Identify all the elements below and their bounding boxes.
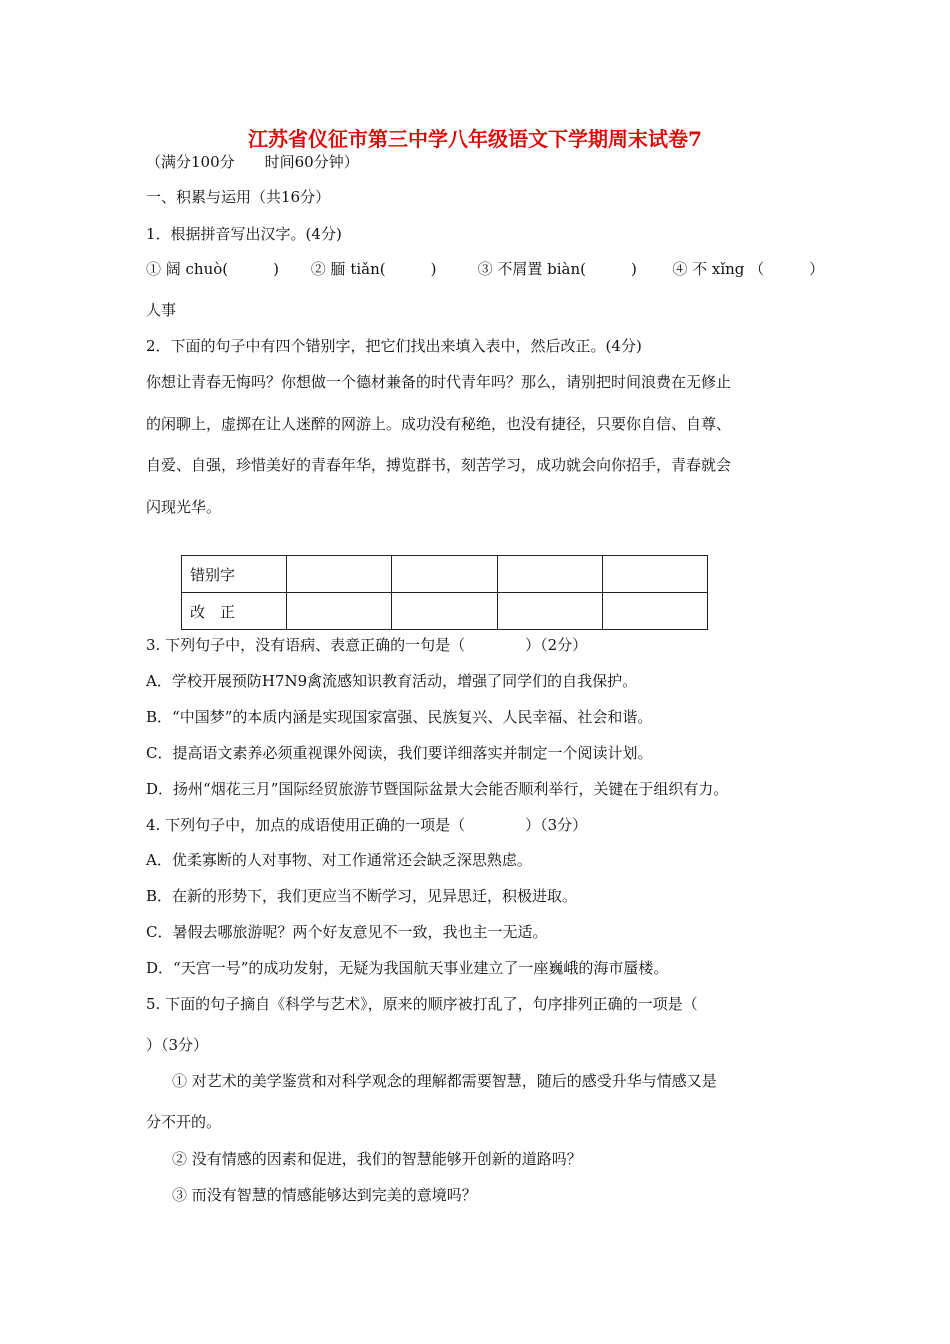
question-1-stem: 1．根据拼音写出汉字。(4分) xyxy=(146,225,342,243)
table-cell[interactable] xyxy=(602,593,707,630)
pinyin-item-1: ① 阔 chuò( ) xyxy=(146,260,279,278)
table-cell[interactable] xyxy=(497,593,602,630)
q4-option-b: B．在新的形势下，我们更应当不断学习，见异思迁，积极进取。 xyxy=(146,887,578,905)
question-1-tail: 人事 xyxy=(146,301,177,319)
question-1-items xyxy=(146,259,824,279)
correction-table xyxy=(181,555,708,630)
q3-option-d: D．扬州“烟花三月”国际经贸旅游节暨国际盆景大会能否顺利举行，关键在于组织有力。 xyxy=(146,780,729,798)
table-header-correct: 改 正 xyxy=(182,593,287,630)
q3-option-c: C．提高语文素养必须重视课外阅读，我们要详细落实并制定一个阅读计划。 xyxy=(146,744,653,762)
table-cell[interactable] xyxy=(392,593,497,630)
table-cell[interactable] xyxy=(497,556,602,593)
question-5-stem-cont: ）（3分） xyxy=(146,1036,209,1054)
table-row xyxy=(182,593,708,630)
passage-line-2: 的闲聊上，虚掷在让人迷醉的网游上。成功没有秘绝，也没有捷径，只要你自信、自尊、 xyxy=(146,415,732,433)
passage-line-3: 自爱、自强，珍惜美好的青春年华，搏览群书，刻苦学习，成功就会向你招手，青春就会 xyxy=(146,456,732,474)
q4-option-a: A．优柔寡断的人对事物、对工作通常还会缺乏深思熟虑。 xyxy=(146,851,532,869)
question-5-stem: 5. 下面的句子摘自《科学与艺术》，原来的顺序被打乱了，句序排列正确的一项是（ xyxy=(146,995,698,1013)
question-3-stem: 3. 下列句子中，没有语病、表意正确的一句是（ ）（2分） xyxy=(146,636,588,654)
table-header-wrong: 错别字 xyxy=(182,556,287,593)
exam-subtitle: （满分100分 时间60分钟） xyxy=(146,153,359,171)
table-cell[interactable] xyxy=(287,556,392,593)
section-heading: 一、积累与运用（共16分） xyxy=(146,188,331,206)
q3-option-a: A．学校开展预防H7N9禽流感知识教育活动，增强了同学们的自我保护。 xyxy=(146,672,638,690)
pinyin-item-3: ③ 不屑置 biàn( ) xyxy=(477,260,637,278)
sentence-3: ③ 而没有智慧的情感能够达到完美的意境吗？ xyxy=(172,1186,477,1204)
passage-line-1: 你想让青春无悔吗？你想做一个德材兼备的时代青年吗？那么，请别把时间浪费在无修止 xyxy=(146,373,732,391)
question-4-stem: 4. 下列句子中，加点的成语使用正确的一项是（ ）（3分） xyxy=(146,816,588,834)
sentence-1-cont: 分不开的。 xyxy=(146,1113,222,1131)
q4-option-c: C．暑假去哪旅游呢？两个好友意见不一致，我也主一无适。 xyxy=(146,923,548,941)
table-row xyxy=(182,556,708,593)
table-cell[interactable] xyxy=(392,556,497,593)
pinyin-item-2: ② 腼 tiǎn( ) xyxy=(310,260,437,278)
q3-option-b: B．“中国梦”的本质内涵是实现国家富强、民族复兴、人民幸福、社会和谐。 xyxy=(146,708,653,726)
table-cell[interactable] xyxy=(287,593,392,630)
page-title: 江苏省仪征市第三中学八年级语文下学期周末试卷7 xyxy=(248,127,702,151)
sentence-2: ② 没有情感的因素和促进，我们的智慧能够开创新的道路吗？ xyxy=(172,1150,582,1168)
table-cell[interactable] xyxy=(602,556,707,593)
sentence-1: ① 对艺术的美学鉴赏和对科学观念的理解都需要智慧，随后的感受升华与情感又是 xyxy=(172,1072,717,1090)
q4-option-d: D．“天宫一号”的成功发射，无疑为我国航天事业建立了一座巍峨的海市蜃楼。 xyxy=(146,959,669,977)
question-2-stem: 2．下面的句子中有四个错别字，把它们找出来填入表中，然后改正。(4分) xyxy=(146,337,642,355)
passage-line-4: 闪现光华。 xyxy=(146,498,222,516)
pinyin-item-4: ④ 不 xǐng （ ） xyxy=(672,260,825,278)
